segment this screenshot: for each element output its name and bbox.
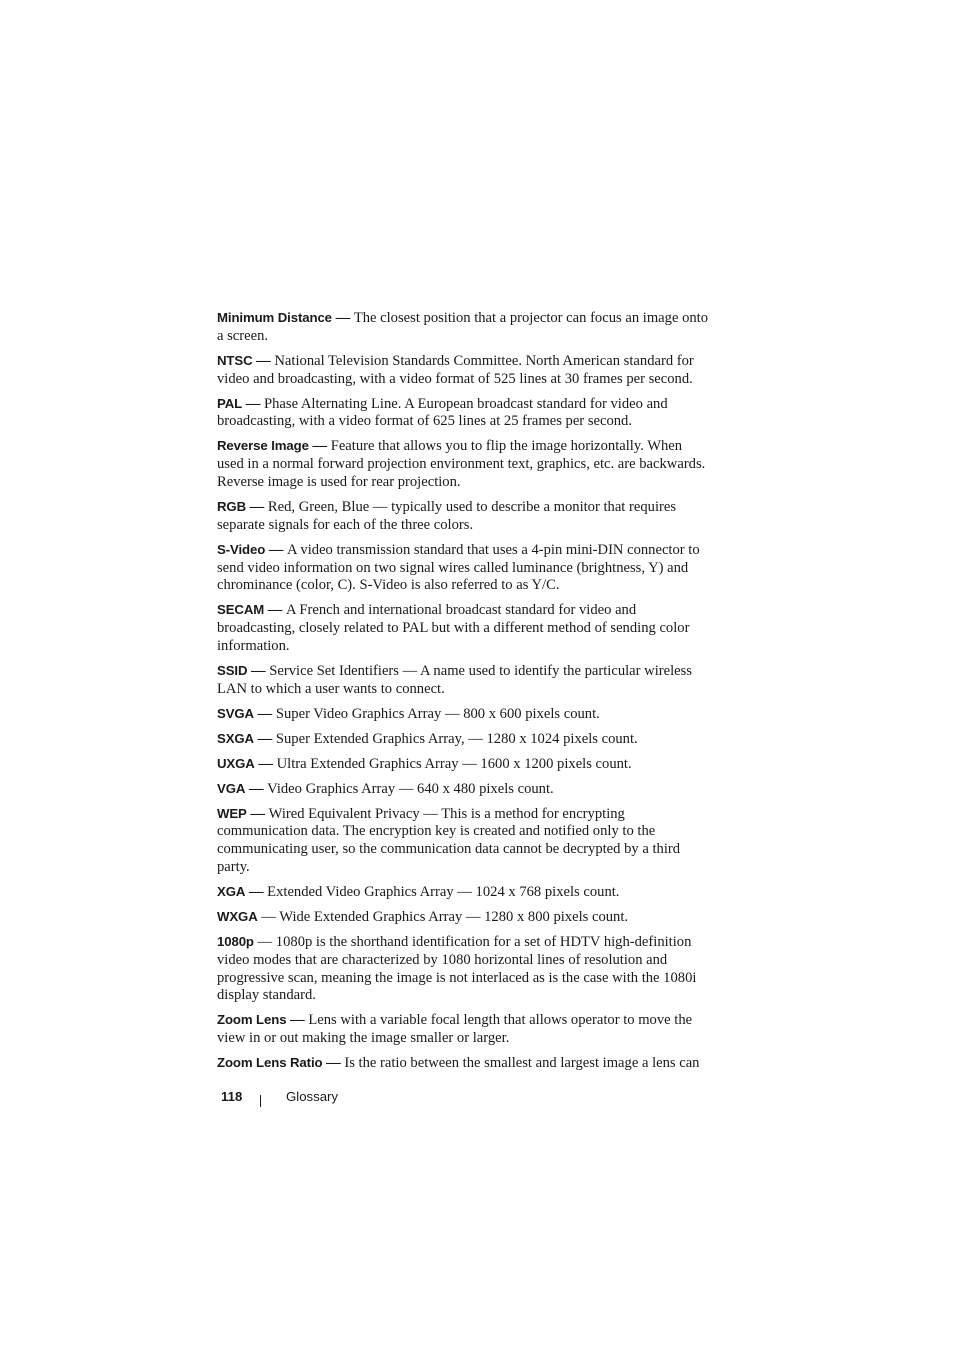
- glossary-term: WEP: [217, 805, 247, 821]
- glossary-definition: Phase Alternating Line. A European broadcast standard for video and broadcasting, with a video format of 625 lines at 25 frames per second.: [217, 395, 668, 430]
- glossary-entry-reverse-image: [217, 437, 709, 491]
- term-separator: —: [246, 498, 268, 515]
- term-separator: —: [308, 438, 331, 455]
- glossary-definition: Red, Green, Blue — typically used to describe a monitor that requires separate signals for each of the three colors.: [217, 498, 677, 533]
- term-separator: —: [254, 755, 277, 772]
- term-separator: —: [331, 310, 354, 326]
- glossary-term: VGA: [217, 780, 246, 796]
- glossary-entry-minimum-distance: [217, 309, 709, 346]
- term-separator: —: [253, 730, 276, 747]
- glossary-term: S-Video: [217, 541, 266, 557]
- glossary-entry-svga: [217, 705, 709, 724]
- glossary-definition: The closest position that a projector can focus an image onto a screen.: [217, 310, 709, 344]
- glossary-term: 1080p: [217, 933, 254, 949]
- footer-divider: [260, 1095, 261, 1107]
- glossary-term: Zoom Lens: [217, 1012, 287, 1028]
- glossary-term: Zoom Lens Ratio: [217, 1055, 323, 1071]
- glossary-definition: Is the ratio between the smallest and largest image a lens can: [344, 1055, 700, 1072]
- page-footer: [221, 1089, 421, 1109]
- glossary-entry-sxga: [217, 730, 709, 749]
- glossary-entry-ntsc: [217, 352, 709, 389]
- term-separator: —: [245, 883, 268, 900]
- glossary-term: WXGA: [217, 908, 258, 924]
- term-separator: —: [257, 908, 280, 925]
- glossary-list: [217, 309, 709, 1079]
- glossary-entry-zoom-lens: [217, 1011, 709, 1048]
- footer-section-title: Glossary: [286, 1089, 339, 1104]
- glossary-term: Reverse Image: [217, 438, 309, 454]
- glossary-definition: A French and international broadcast standard for video and broadcasting, closely related to PAL but with a different method of sending color information.: [217, 602, 690, 654]
- glossary-term: Minimum Distance: [217, 310, 332, 325]
- term-separator: —: [246, 805, 269, 822]
- glossary-definition: Video Graphics Array — 640 x 480 pixels count.: [267, 780, 554, 797]
- glossary-term: XGA: [217, 883, 246, 899]
- glossary-entry-1080p: [217, 933, 709, 1005]
- glossary-term: RGB: [217, 498, 247, 514]
- glossary-entry-rgb: [217, 498, 709, 535]
- term-separator: —: [245, 780, 268, 797]
- glossary-definition: Super Video Graphics Array — 800 x 600 pixels count.: [275, 705, 600, 722]
- glossary-entry-pal: [217, 395, 709, 432]
- term-separator: —: [264, 602, 287, 619]
- glossary-entry-zoom-lens-ratio: [217, 1054, 709, 1073]
- glossary-definition: Super Extended Graphics Array, — 1280 x 1024 pixels count.: [275, 730, 638, 747]
- glossary-term: SECAM: [217, 602, 265, 618]
- glossary-entry-wep: [217, 805, 709, 877]
- glossary-term: NTSC: [217, 352, 253, 368]
- glossary-term: UXGA: [217, 755, 255, 771]
- page-number: 118: [221, 1089, 243, 1104]
- glossary-definition: Ultra Extended Graphics Array — 1600 x 1200 pixels count.: [276, 755, 632, 772]
- glossary-definition: Wide Extended Graphics Array — 1280 x 800 pixels count.: [279, 908, 629, 925]
- glossary-definition: A video transmission standard that uses a 4-pin mini-DIN connector to send video information on two signal wires called luminance (brightness, Y) and chrominance (color, C). S-Video is also referred to as Y/C.: [217, 541, 700, 594]
- glossary-entry-ssid: [217, 662, 709, 699]
- term-separator: —: [253, 933, 276, 950]
- glossary-term: PAL: [217, 395, 243, 411]
- term-separator: —: [286, 1012, 309, 1029]
- glossary-definition: 1080p is the shorthand identification for a set of HDTV high-definition video modes that are characterized by 1080 horizontal lines of resolution and progressive scan, meaning the image is not interlaced as is the case with the 1080i display standard.: [217, 933, 697, 1004]
- glossary-term: SXGA: [217, 730, 254, 746]
- glossary-definition: Extended Video Graphics Array — 1024 x 768 pixels count.: [267, 883, 620, 900]
- term-separator: —: [247, 662, 270, 679]
- glossary-entry-xga: [217, 883, 709, 902]
- glossary-entry-s-video: [217, 541, 709, 595]
- glossary-definition: National Television Standards Committee. North American standard for video and broadcasting, with a video format of 525 lines at 30 frames per second.: [217, 352, 694, 387]
- term-separator: —: [265, 541, 288, 558]
- term-separator: —: [253, 705, 276, 722]
- term-separator: —: [322, 1055, 345, 1072]
- glossary-term: SSID: [217, 662, 248, 678]
- glossary-definition: Wired Equivalent Privacy — This is a method for encrypting communication data. The encryption key is created and notified only to the communicating user, so the communication data cannot be decrypted by a third party.: [217, 805, 681, 875]
- glossary-entry-wxga: [217, 908, 709, 927]
- glossary-term: SVGA: [217, 705, 254, 721]
- term-separator: —: [242, 395, 264, 412]
- glossary-definition: Feature that allows you to flip the image horizontally. When used in a normal forward projection environment text, graphics, etc. are backwards. Reverse image is used for rear projection.: [217, 438, 706, 490]
- glossary-entry-uxga: [217, 755, 709, 774]
- glossary-definition: Lens with a variable focal length that allows operator to move the view in or out making the image smaller or larger.: [217, 1012, 693, 1047]
- glossary-definition: Service Set Identifiers — A name used to identify the particular wireless LAN to which a user wants to connect.: [217, 662, 692, 697]
- glossary-entry-secam: [217, 601, 709, 655]
- term-separator: —: [252, 352, 275, 369]
- glossary-entry-vga: [217, 780, 709, 799]
